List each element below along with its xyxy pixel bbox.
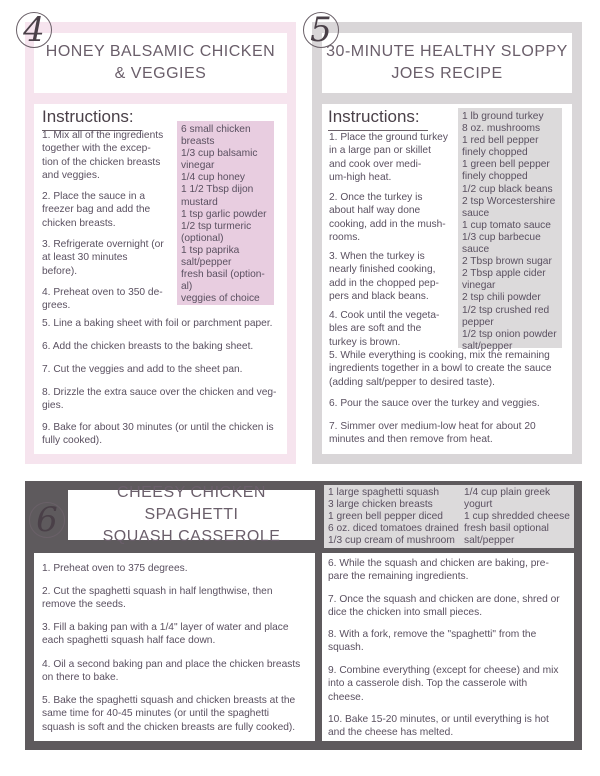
ingredient-line: salt/pepper xyxy=(181,257,232,269)
recipe-title-line1: CHEESY CHICKEN SPAGHETTI xyxy=(117,484,266,523)
ingredient-line: fresh basil optional xyxy=(464,523,549,535)
instruction-step-line: grees. xyxy=(42,300,71,312)
instruction-step-line: same time for 40-45 minutes (or until the spaghetti xyxy=(42,708,270,720)
instructions-heading: Instructions: xyxy=(42,107,134,126)
recipe-title-line2: SQUASH CASSEROLE xyxy=(102,528,281,545)
instruction-step-line: 3. Refrigerate overnight (or xyxy=(42,239,164,250)
instruction-step-line: gies. xyxy=(42,400,64,412)
ingredient-line: veggies of choice xyxy=(181,293,260,305)
ingredient-line: 3 large chicken breasts xyxy=(328,499,433,511)
instruction-step-line: cooking, add in the mush- xyxy=(329,218,446,230)
instruction-step-line: 1. Mix all of the ingredients xyxy=(42,130,164,141)
recipe-title-line1: HONEY BALSAMIC CHICKEN xyxy=(45,43,276,60)
instruction-step-line: remove the seeds. xyxy=(42,599,126,611)
ingredient-line: 1/2 tsp onion powder xyxy=(462,328,557,340)
instruction-step-line: pare the remaining ingredients. xyxy=(328,571,469,583)
ingredient-line: 1/2 tsp turmeric xyxy=(181,220,252,232)
instruction-step-line: cheese. xyxy=(328,691,364,703)
ingredient-line: salt/pepper xyxy=(462,340,513,352)
instruction-step-line: on there to bake. xyxy=(42,672,119,684)
ingredient-line: 2 tsp chili powder xyxy=(462,292,541,304)
instruction-step-line: 2. Place the sauce in a xyxy=(42,191,146,202)
instruction-step xyxy=(42,238,164,278)
ingredients-box xyxy=(177,121,274,305)
instruction-step-line: about half way done xyxy=(329,205,421,217)
instruction-step-line: 4. Cook until the vegeta- xyxy=(329,310,440,321)
ingredient-line: mustard xyxy=(181,196,218,208)
ingredient-line: 1/4 cup plain greek xyxy=(464,487,551,498)
instruction-step xyxy=(329,250,439,304)
ingredient-line: 1 tsp garlic powder xyxy=(181,208,267,220)
ingredient-line: 1 large spaghetti squash xyxy=(328,487,440,498)
ingredient-line: 1/3 cup balsamic xyxy=(181,148,258,160)
instruction-step xyxy=(329,349,552,389)
ingredient-line: 2 tsp Worcestershire xyxy=(462,195,556,207)
instruction-step-line: tion of the chicken breasts xyxy=(42,156,161,168)
ingredient-line: 8 oz. mushrooms xyxy=(462,123,541,135)
instruction-step xyxy=(42,340,253,353)
instruction-step xyxy=(328,628,536,655)
instruction-step-line: 6. While the squash and chicken are baking, pre- xyxy=(328,558,549,569)
recipe-title-line2: & VEGGIES xyxy=(114,65,207,82)
ingredient-line: 1 cup shredded cheese xyxy=(464,511,570,523)
recipe-card-honey-balsamic xyxy=(25,22,296,464)
recipe-title-box xyxy=(34,33,287,93)
ingredient-line: 1/2 tsp crushed red xyxy=(462,304,550,316)
instruction-step xyxy=(329,309,439,349)
instruction-step xyxy=(42,317,273,330)
instruction-step xyxy=(42,694,295,734)
instruction-step-line: turkey is brown. xyxy=(329,336,401,348)
instruction-step xyxy=(328,557,549,584)
ingredient-line: sauce xyxy=(462,244,490,256)
instruction-step xyxy=(42,562,188,575)
ingredients-box xyxy=(324,485,574,548)
instruction-step xyxy=(42,658,300,685)
instruction-step-line: 7. Once the squash and chicken are done, shred or xyxy=(328,594,560,605)
recipe-number-badge: 4 xyxy=(14,10,54,50)
instruction-step-line: before). xyxy=(42,265,78,277)
ingredient-line: 1/2 cup black beans xyxy=(462,183,553,195)
instruction-step-line: and cook over medi- xyxy=(329,158,422,170)
recipe-title-box xyxy=(322,33,572,93)
ingredient-line: fresh basil (option- xyxy=(181,269,265,281)
ingredient-line: 2 Tbsp brown sugar xyxy=(462,256,552,268)
instruction-step-line: 10. Bake 15-20 minutes, or until everything is hot xyxy=(328,714,549,725)
recipe-title-box xyxy=(68,484,315,545)
recipe-card-sloppy-joes xyxy=(312,22,582,464)
instruction-step-line: 6. Add the chicken breasts to the baking sheet. xyxy=(42,341,254,352)
instruction-step-line: 2. Once the turkey is xyxy=(329,192,423,203)
instructions-heading: Instructions: xyxy=(328,107,420,126)
instruction-step xyxy=(42,129,163,183)
instruction-step-line: ingredients together in a bowl to create the sauce xyxy=(329,363,552,375)
ingredient-line: salt/pepper xyxy=(464,535,515,547)
recipe-number-badge: 5 xyxy=(301,10,341,50)
instruction-step-line: 5. Line a baking sheet with foil or parchment paper. xyxy=(42,318,273,329)
instruction-step xyxy=(329,191,446,245)
instruction-step xyxy=(42,386,276,413)
ingredient-line: 1 green bell pepper xyxy=(462,159,550,171)
instruction-step-line: 4. Oil a second baking pan and place the chicken breasts xyxy=(42,659,301,670)
instruction-step-line: um-high heat. xyxy=(329,172,392,184)
instruction-step xyxy=(42,421,274,448)
ingredient-line: 1 green bell pepper diced xyxy=(328,511,443,523)
instruction-step-line: 9. Combine everything (except for cheese) and mix xyxy=(328,665,559,676)
instruction-step xyxy=(328,713,549,740)
recipe-title-line2: JOES RECIPE xyxy=(391,65,503,82)
ingredients-box xyxy=(458,108,562,352)
ingredient-line: 1/3 cup cream of mushroom xyxy=(328,535,455,547)
instruction-step-line: bles are soft and the xyxy=(329,323,422,335)
instruction-step-line: (adding salt/pepper to desired taste). xyxy=(329,376,495,388)
ingredient-line: 1/4 cup honey xyxy=(181,172,246,184)
instruction-step-line: together with the excep- xyxy=(42,143,151,155)
ingredient-line: 1 1/2 Tbsp dijon xyxy=(181,184,254,196)
instruction-step xyxy=(42,363,243,376)
ingredient-line: 1 red bell pepper xyxy=(462,135,539,147)
recipe-number-badge: 6 xyxy=(27,500,67,540)
instruction-step-line: 4. Preheat oven to 350 de- xyxy=(42,287,163,298)
instruction-step-line: rooms. xyxy=(329,232,361,244)
instruction-step-line: in a large pan or skillet xyxy=(329,145,431,157)
instruction-step-line: squash. xyxy=(328,642,364,654)
instruction-step-line: squash is soft and the chicken breasts are fully cooked). xyxy=(42,721,296,733)
instruction-step-line: 3. When the turkey is xyxy=(329,251,425,262)
ingredient-line: pepper xyxy=(462,316,494,328)
instruction-step-line: at least 30 minutes xyxy=(42,252,128,264)
instruction-step-line: pers and black beans. xyxy=(329,291,429,303)
instruction-step-line: 5. While everything is cooking, mix the remaining xyxy=(329,350,550,361)
instruction-step-line: each spaghetti squash half face down. xyxy=(42,635,216,647)
recipe-card-spaghetti-squash xyxy=(25,481,582,750)
instruction-step xyxy=(329,420,536,447)
instruction-step-line: chicken breasts. xyxy=(42,217,116,229)
instruction-step-line: 8. Drizzle the extra sauce over the chicken and veg- xyxy=(42,387,277,398)
ingredient-line: sauce xyxy=(462,207,490,219)
ingredient-line: 6 small chicken xyxy=(181,124,251,135)
instruction-step-line: nearly finished cooking, xyxy=(329,264,436,276)
instruction-step-line: and the cheese has melted. xyxy=(328,727,454,739)
instruction-step-line: 5. Bake the spaghetti squash and chicken breasts at the xyxy=(42,695,296,706)
recipe-title-line1: 30-MINUTE HEALTHY SLOPPY xyxy=(326,43,568,60)
ingredient-line: 1/3 cup barbecue xyxy=(462,231,541,243)
ingredient-line: finely chopped xyxy=(462,147,528,159)
instruction-step-line: 9. Bake for about 30 minutes (or until the chicken is xyxy=(42,422,274,433)
ingredient-line: al) xyxy=(181,281,193,293)
instruction-step xyxy=(328,664,558,704)
instruction-step xyxy=(42,286,163,313)
ingredient-line: finely chopped xyxy=(462,171,528,183)
instruction-step xyxy=(329,397,540,410)
instruction-step-line: freezer bag and add the xyxy=(42,204,151,216)
instruction-step-line: minutes and then remove from heat. xyxy=(329,434,493,446)
ingredient-line: yogurt xyxy=(464,499,493,511)
instruction-step-line: 1. Place the ground turkey xyxy=(329,132,448,143)
ingredient-line: 2 Tbsp apple cider xyxy=(462,268,546,280)
ingredient-line: 1 lb ground turkey xyxy=(462,111,544,122)
instruction-step xyxy=(328,593,560,620)
instruction-step-line: into a casserole dish. Top the casserole with xyxy=(328,678,528,690)
instruction-step-line: 6. Pour the sauce over the turkey and veggies. xyxy=(329,398,540,409)
instruction-step-line: 7. Simmer over medium-low heat for about 20 xyxy=(329,421,536,432)
instruction-step-line: 7. Cut the veggies and add to the sheet pan. xyxy=(42,364,243,375)
instruction-step-line: dice the chicken into small pieces. xyxy=(328,607,483,619)
instruction-step xyxy=(42,190,150,230)
instruction-step-line: 8. With a fork, remove the "spaghetti" from the xyxy=(328,629,537,640)
instruction-step xyxy=(329,131,448,185)
instruction-step-line: and veggies. xyxy=(42,170,100,182)
ingredient-line: (optional) xyxy=(181,232,224,244)
instruction-step xyxy=(42,621,289,648)
ingredient-line: breasts xyxy=(181,136,215,148)
ingredient-line: 1 tsp paprika xyxy=(181,244,240,256)
ingredient-line: 1 cup tomato sauce xyxy=(462,219,551,231)
instruction-step-line: 1. Preheat oven to 375 degrees. xyxy=(42,563,188,574)
instruction-step-line: 3. Fill a baking pan with a 1/4" layer of water and place xyxy=(42,622,289,633)
instruction-step xyxy=(42,585,273,612)
instruction-step-line: fully cooked). xyxy=(42,435,103,447)
ingredient-line: vinegar xyxy=(462,280,496,292)
instruction-step-line: add in the chopped pep- xyxy=(329,277,439,289)
ingredient-line: 6 oz. diced tomatoes drained xyxy=(328,523,459,535)
ingredient-line: vinegar xyxy=(181,160,215,172)
instruction-step-line: 2. Cut the spaghetti squash in half lengthwise, then xyxy=(42,586,273,597)
